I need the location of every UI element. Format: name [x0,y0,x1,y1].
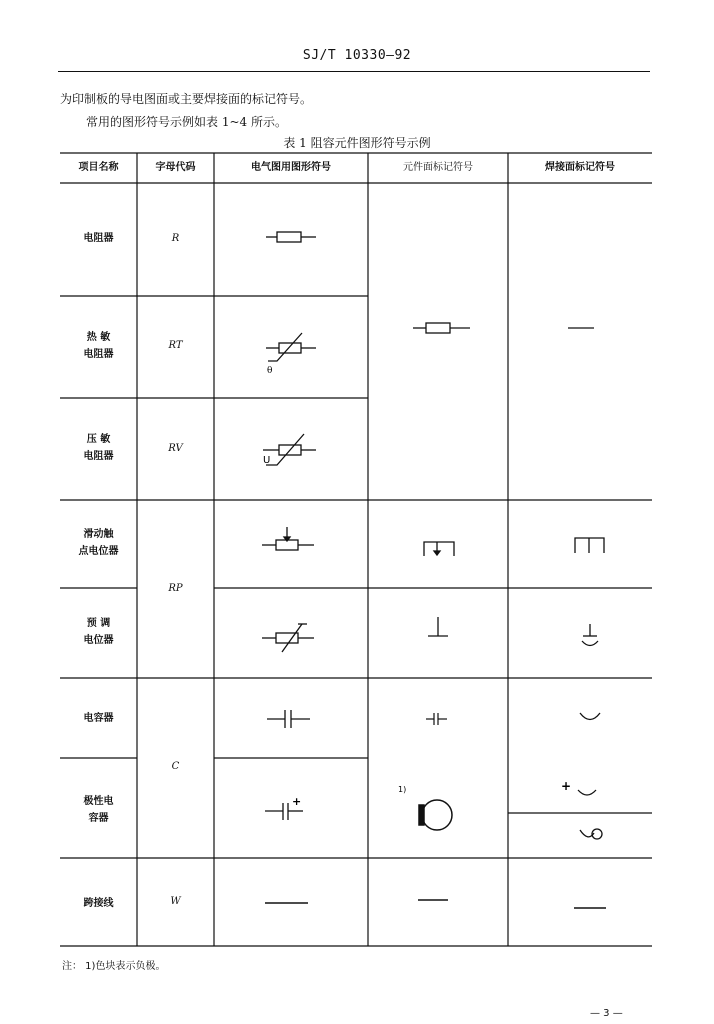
varistor-u-label: U [263,455,271,466]
standard-id: SJ/T 10330—92 [302,48,412,63]
component-side-potentiometer-mark [424,542,454,556]
row-name-preset-pot: 预 调 电位器 [83,618,114,646]
row-name-jumper: 跨接线 [83,898,114,909]
solder-side-polar-cap-upper-mark [578,790,596,795]
varistor-symbol [263,434,316,465]
solder-side-potentiometer-mark [575,538,604,553]
code-thermistor: RT [168,340,183,351]
sliding-contact-potentiometer-symbol [262,527,314,550]
component-side-resistor-mark [413,323,470,333]
page-number: — 3 — [590,1008,623,1019]
header-solder-side: 焊接面标记符号 [545,162,615,173]
solder-side-capacitor-mark [580,713,600,720]
row-name-polar-capacitor: 极性电 容器 [83,796,114,824]
code-capacitor: C [171,761,180,772]
footnote-marker: 1) [398,785,407,794]
preset-potentiometer-symbol [262,624,314,652]
header-item-name: 项目名称 [78,162,119,173]
thermistor-theta-label: θ [267,366,273,376]
paragraph-line-2: 常用的图形符号示例如表 1~4 所示。 [86,115,287,129]
component-side-preset-mark [428,617,448,636]
code-varistor: RV [168,443,183,454]
component-side-polar-cap-mark [419,800,452,830]
solder-polar-plus-label: + [561,779,572,793]
row-name-capacitor: 电容器 [83,713,114,724]
header-component-side: 元件面标记符号 [403,162,473,173]
capacitor-symbol [267,710,310,728]
code-potentiometer: RP [168,583,183,594]
row-name-thermistor: 热 敏 电阻器 [83,332,114,360]
paragraph-line-1: 为印制板的导电图面或主要焊接面的标记符号。 [60,92,313,106]
header-electrical-symbol: 电气图用图形符号 [251,162,331,173]
thermistor-symbol [266,333,316,361]
table-note: 注： 1)色块表示负极。 [62,961,166,972]
solder-side-preset-mark [582,624,598,646]
row-name-resistor: 电阻器 [83,233,114,244]
row-name-varistor: 压 敏 电阻器 [83,434,114,462]
header-letter-code: 字母代码 [155,162,196,173]
code-resistor: R [171,233,180,244]
resistor-symbol [266,232,316,242]
table-caption: 表 1 阻容元件图形符号示例 [283,136,431,150]
component-side-capacitor-mark [426,713,447,725]
solder-side-polar-cap-lower-mark [580,829,602,839]
code-jumper: W [170,896,181,907]
polar-plus-label: + [292,795,302,808]
row-name-sliding-pot: 滑动触 点电位器 [78,529,119,557]
